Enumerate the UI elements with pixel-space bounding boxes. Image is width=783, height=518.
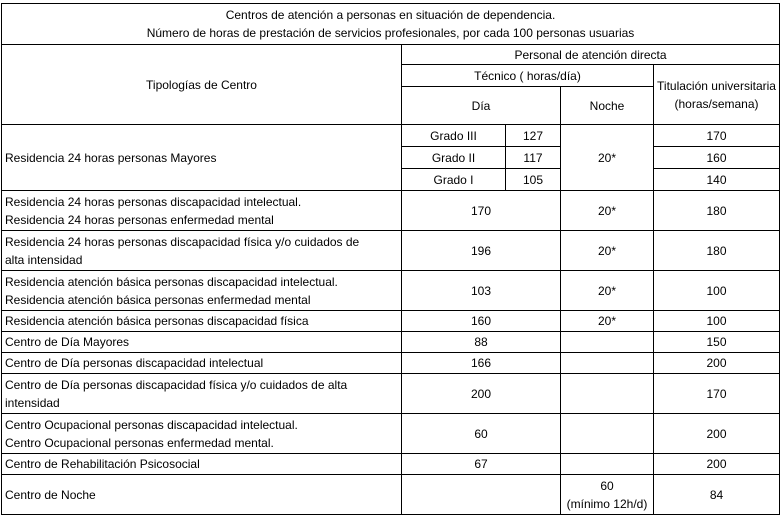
table-row: [2, 414, 780, 454]
titulacion-value: 140: [654, 169, 780, 191]
dia-value: 105: [506, 169, 561, 191]
row-name: [2, 414, 402, 454]
table-row: [2, 231, 780, 271]
row-name-line: intensidad: [5, 395, 60, 410]
noche-value: 20*: [561, 271, 654, 311]
row-name: Centro de Día Mayores: [2, 332, 402, 353]
table-row: [2, 191, 780, 231]
dia-value: 170: [402, 191, 561, 231]
noche-value: [561, 414, 654, 454]
row-name-line: Residencia atención básica personas discapacidad intelectual.: [5, 274, 338, 289]
dependency-centers-table: [1, 3, 780, 515]
row-name-line: Centro Ocupacional personas enfermedad mental.: [5, 435, 274, 450]
noche-value: [561, 454, 654, 475]
dia-value: 88: [402, 332, 561, 353]
dia-value: 200: [402, 374, 561, 414]
table-row: [2, 374, 780, 414]
row-name: Centro de Día personas discapacidad intelectual: [2, 353, 402, 374]
noche-value-line: 60: [600, 478, 614, 493]
titulacion-value: 180: [654, 231, 780, 271]
table-row: [2, 125, 780, 147]
row-name: Centro de Rehabilitación Psicosocial: [2, 454, 402, 475]
header-row-1: [2, 45, 780, 65]
titulacion-value: 200: [654, 454, 780, 475]
noche-value: [561, 353, 654, 374]
header-tipologias: Tipologías de Centro: [2, 45, 402, 125]
dia-value: 117: [506, 147, 561, 169]
row-name: [2, 231, 402, 271]
titulacion-value: 200: [654, 414, 780, 454]
row-name-line: Centro de Día personas discapacidad física y/o cuidados de alta: [5, 377, 348, 392]
table-row: [2, 311, 780, 332]
titulacion-value: 84: [654, 475, 780, 515]
titulacion-value: 180: [654, 191, 780, 231]
table-row: [2, 271, 780, 311]
row-name: [2, 374, 402, 414]
header-personal: Personal de atención directa: [402, 45, 780, 65]
table-row: [2, 353, 780, 374]
titulacion-value: 150: [654, 332, 780, 353]
header-titulacion: Titulación universitaria (horas/semana): [654, 65, 780, 125]
dia-value: 127: [506, 125, 561, 147]
row-name: Residencia 24 horas personas Mayores: [2, 125, 402, 191]
table-row: [2, 475, 780, 515]
table-row: [2, 454, 780, 475]
dia-value: 67: [402, 454, 561, 475]
row-name-line: Residencia 24 horas personas enfermedad mental: [5, 212, 274, 227]
grado-label: Grado II: [402, 147, 506, 169]
dia-value: 166: [402, 353, 561, 374]
row-name-line: Residencia atención básica personas enfermedad mental: [5, 292, 311, 307]
row-name: [2, 271, 402, 311]
titulacion-value: 100: [654, 311, 780, 332]
table-title-line1: Centros de atención a personas en situación de dependencia.: [225, 8, 556, 22]
noche-value: 20*: [561, 311, 654, 332]
table-title-line2: Número de horas de prestación de servicios profesionales, por cada 100 personas usuarias: [146, 26, 635, 40]
titulacion-value: 200: [654, 353, 780, 374]
dia-value: [402, 475, 561, 515]
noche-value: [561, 475, 654, 515]
table-title: [2, 4, 780, 45]
dia-value: 103: [402, 271, 561, 311]
row-name: Centro de Noche: [2, 475, 402, 515]
noche-value: [561, 332, 654, 353]
noche-value: 20*: [561, 125, 654, 191]
title-row: [2, 4, 780, 45]
header-tecnico: Técnico ( horas/día): [402, 65, 654, 87]
titulacion-value: 100: [654, 271, 780, 311]
row-name-line: Centro Ocupacional personas discapacidad intelectual.: [5, 417, 298, 432]
row-name: Residencia atención básica personas discapacidad física: [2, 311, 402, 332]
header-noche: Noche: [561, 87, 654, 125]
titulacion-value: 170: [654, 374, 780, 414]
titulacion-value: 160: [654, 147, 780, 169]
noche-value-line: (mínimo 12h/d): [566, 496, 648, 511]
row-name-line: Residencia 24 horas personas discapacidad intelectual.: [5, 194, 302, 209]
row-name-line: Residencia 24 horas personas discapacidad física y/o cuidados de: [5, 234, 360, 249]
table-row: [2, 332, 780, 353]
grado-label: Grado I: [402, 169, 506, 191]
titulacion-value: 170: [654, 125, 780, 147]
header-dia: Día: [402, 87, 561, 125]
dia-value: 196: [402, 231, 561, 271]
row-name-line: alta intensidad: [5, 252, 83, 267]
noche-value: [561, 374, 654, 414]
dia-value: 60: [402, 414, 561, 454]
row-name: [2, 191, 402, 231]
noche-value: 20*: [561, 231, 654, 271]
grado-label: Grado III: [402, 125, 506, 147]
dia-value: 160: [402, 311, 561, 332]
noche-value: 20*: [561, 191, 654, 231]
